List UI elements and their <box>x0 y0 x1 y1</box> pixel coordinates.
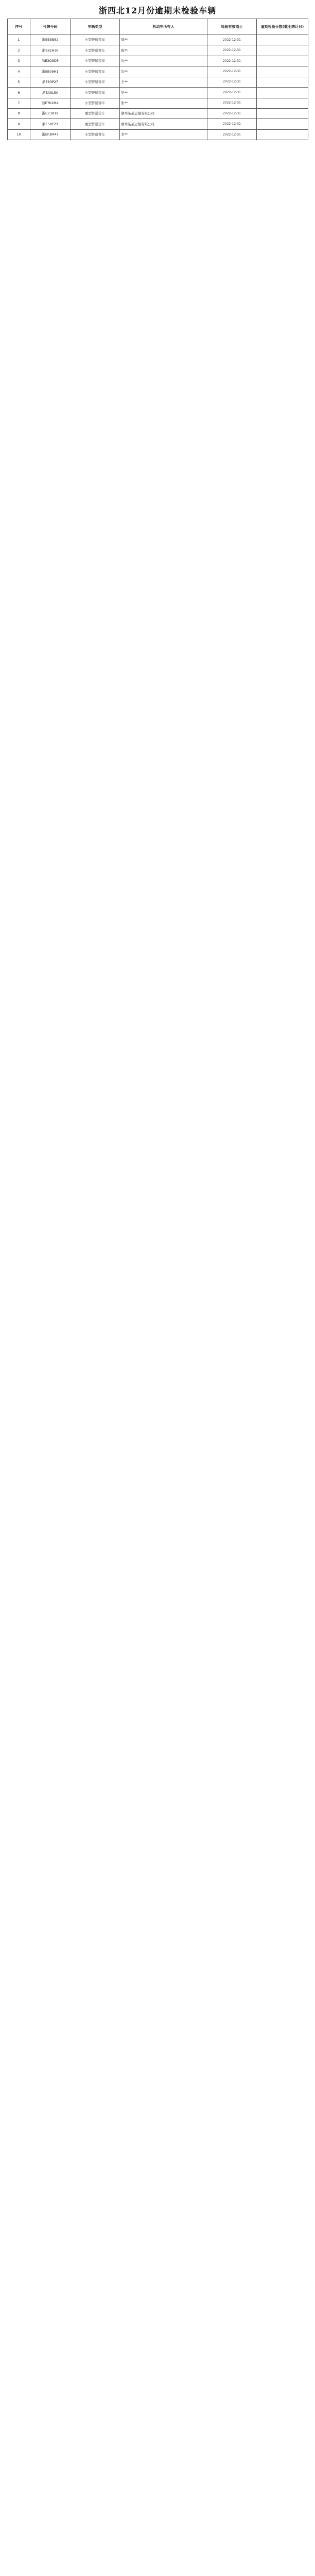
cell-vehicle-type: 小型普通客车 <box>71 56 120 66</box>
cell-overdue-days <box>257 56 308 66</box>
cell-index: 3 <box>8 56 30 66</box>
cell-index: 10 <box>8 129 30 140</box>
cell-owner: 周** <box>120 35 207 45</box>
table-body <box>8 35 308 140</box>
table-row <box>8 108 308 118</box>
cell-plate: 浙EZ3R19 <box>30 108 71 118</box>
cell-index: 2 <box>8 45 30 56</box>
cell-owner: 湖州某某运输有限公司 <box>120 119 207 129</box>
header-vehicle-type: 车辆类型 <box>71 19 120 35</box>
cell-expire-date: 2022-12-31 <box>207 98 257 108</box>
cell-plate: 浙EA9L50 <box>30 88 71 98</box>
cell-index: 4 <box>8 66 30 77</box>
table-row <box>8 45 308 56</box>
cell-overdue-days <box>257 66 308 77</box>
header-owner: 机动车所有人 <box>120 19 207 35</box>
cell-owner: 湖州某某运输有限公司 <box>120 108 207 118</box>
cell-index: 1 <box>8 35 30 45</box>
cell-overdue-days <box>257 45 308 56</box>
cell-vehicle-type: 小型普通客车 <box>71 129 120 140</box>
cell-vehicle-type: 重型普通货车 <box>71 108 120 118</box>
cell-vehicle-type: 小型普通客车 <box>71 66 120 77</box>
table-row <box>8 98 308 108</box>
cell-vehicle-type: 小型普通客车 <box>71 35 120 45</box>
cell-vehicle-type: 小型普通客车 <box>71 88 120 98</box>
vehicle-table <box>7 19 308 140</box>
cell-plate: 浙E3Q8D5 <box>30 56 71 66</box>
cell-owner: 张** <box>120 98 207 108</box>
table-row <box>8 119 308 129</box>
cell-expire-date: 2022-12-31 <box>207 129 257 140</box>
cell-owner: 沈** <box>120 56 207 66</box>
cell-overdue-days <box>257 77 308 87</box>
cell-expire-date: 2022-12-31 <box>207 66 257 77</box>
table-row <box>8 77 308 87</box>
cell-index: 7 <box>8 98 30 108</box>
cell-plate: 浙EB5B82 <box>30 35 71 45</box>
document-title: 浙西北12月份逾期未检验车辆 <box>98 6 217 15</box>
cell-index: 6 <box>8 88 30 98</box>
table-row <box>8 35 308 45</box>
table-header-row <box>8 19 308 35</box>
cell-overdue-days <box>257 88 308 98</box>
cell-plate: 浙EB09H1 <box>30 66 71 77</box>
cell-plate: 浙E82A16 <box>30 45 71 56</box>
header-expire-date: 检验有效期止 <box>207 19 257 35</box>
cell-plate: 浙E83P27 <box>30 77 71 87</box>
cell-overdue-days <box>257 119 308 129</box>
table-row <box>8 129 308 140</box>
cell-plate: 浙E7K2M4 <box>30 98 71 108</box>
header-overdue-days: 逾期检验天数(截至统计日) <box>257 19 308 35</box>
cell-index: 8 <box>8 108 30 118</box>
cell-overdue-days <box>257 108 308 118</box>
cell-expire-date: 2022-12-31 <box>207 45 257 56</box>
cell-overdue-days <box>257 98 308 108</box>
cell-expire-date: 2022-12-31 <box>207 119 257 129</box>
cell-index: 9 <box>8 119 30 129</box>
cell-owner: 陈** <box>120 45 207 56</box>
cell-overdue-days <box>257 35 308 45</box>
cell-overdue-days <box>257 129 308 140</box>
cell-owner: 沈** <box>120 66 207 77</box>
cell-index: 5 <box>8 77 30 87</box>
cell-expire-date: 2022-12-31 <box>207 56 257 66</box>
header-plate: 号牌号码 <box>30 19 71 35</box>
cell-expire-date: 2022-12-31 <box>207 35 257 45</box>
cell-owner: 王** <box>120 77 207 87</box>
table-row <box>8 56 308 66</box>
header-index: 序号 <box>8 19 30 35</box>
cell-owner: 吴** <box>120 88 207 98</box>
cell-expire-date: 2022-12-31 <box>207 77 257 87</box>
cell-vehicle-type: 小型普通客车 <box>71 45 120 56</box>
cell-plate: 浙E59F23 <box>30 119 71 129</box>
cell-owner: 李** <box>120 129 207 140</box>
cell-plate: 浙EF3M47 <box>30 129 71 140</box>
cell-vehicle-type: 小型普通客车 <box>71 77 120 87</box>
table-row <box>8 66 308 77</box>
cell-vehicle-type: 小型普通客车 <box>71 98 120 108</box>
cell-expire-date: 2022-12-31 <box>207 108 257 118</box>
table-row <box>8 88 308 98</box>
cell-expire-date: 2022-12-31 <box>207 88 257 98</box>
cell-vehicle-type: 重型普通货车 <box>71 119 120 129</box>
